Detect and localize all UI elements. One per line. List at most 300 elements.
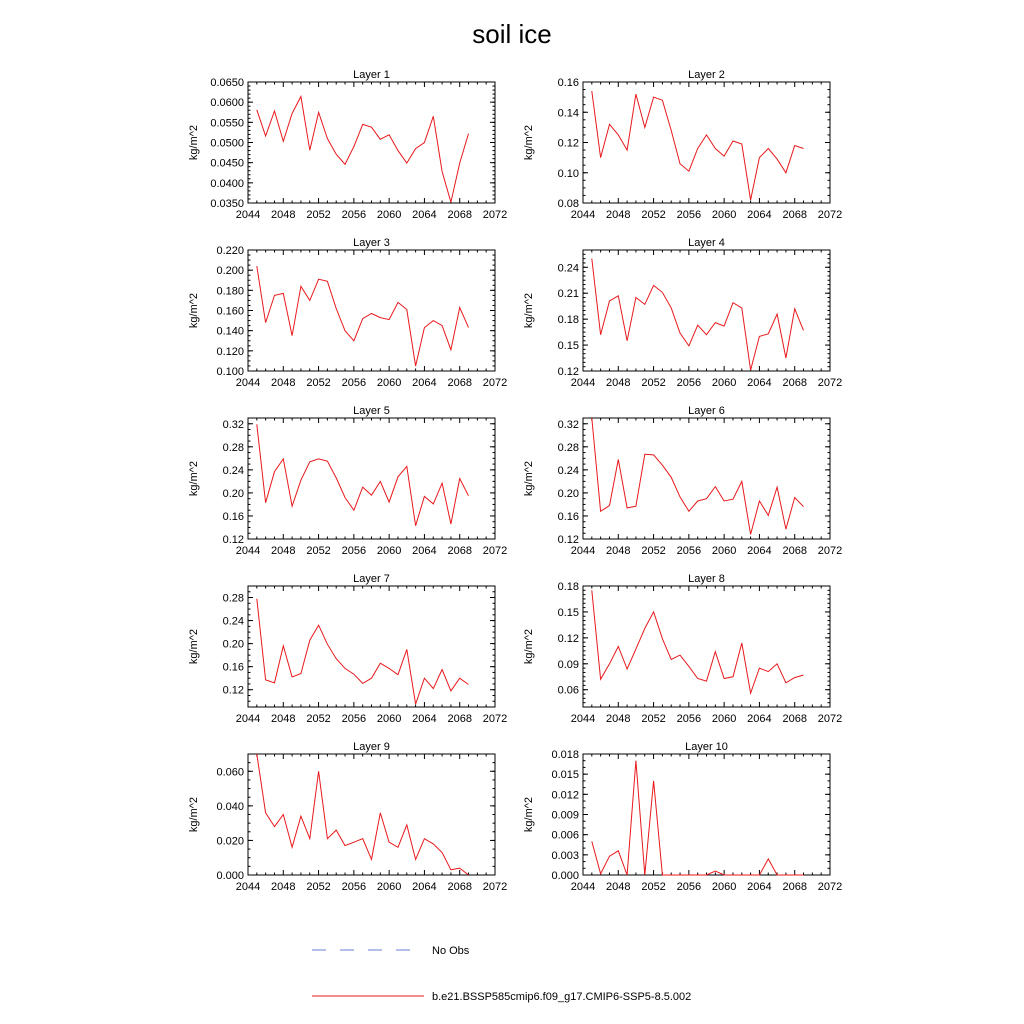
data-point — [389, 842, 390, 843]
y-tick-label: 0.16 — [557, 510, 579, 523]
data-point — [274, 826, 275, 827]
data-point — [591, 590, 592, 591]
data-point — [724, 678, 725, 679]
y-tick-label: 0.16 — [222, 510, 244, 523]
y-tick-label: 0.24 — [557, 464, 579, 477]
data-point — [609, 663, 610, 664]
x-tick-label: 2060 — [376, 713, 402, 725]
data-point — [380, 481, 381, 482]
y-tick-label: 0.0500 — [210, 137, 244, 150]
x-tick-label: 2048 — [271, 209, 296, 221]
panel-title: Layer 2 — [688, 69, 725, 81]
data-point — [776, 874, 777, 875]
data-point — [662, 465, 663, 466]
x-tick-label: 2044 — [235, 545, 261, 557]
data-point — [688, 666, 689, 667]
data-point — [265, 502, 266, 503]
data-point — [380, 812, 381, 813]
data-point — [697, 148, 698, 149]
x-tick-label: 2060 — [711, 545, 737, 557]
data-point — [336, 154, 337, 155]
y-tick-label: 0.20 — [222, 487, 244, 500]
data-point — [600, 334, 601, 335]
x-tick-label: 2052 — [641, 209, 666, 221]
data-point — [300, 286, 301, 287]
y-tick-label: 0.200 — [216, 265, 244, 278]
x-tick-label: 2068 — [447, 881, 472, 893]
data-point — [327, 138, 328, 139]
series-line — [592, 590, 804, 693]
data-point — [776, 663, 777, 664]
y-tick-label: 0.08 — [557, 198, 579, 210]
data-point — [309, 150, 310, 151]
data-point — [768, 333, 769, 334]
data-point — [627, 507, 628, 508]
data-point — [627, 340, 628, 341]
data-point — [362, 124, 363, 125]
y-tick-label: 0.220 — [216, 245, 244, 257]
x-tick-label: 2048 — [606, 209, 631, 221]
y-tick-label: 0.15 — [557, 340, 579, 353]
data-point — [459, 162, 460, 163]
data-point — [600, 873, 601, 874]
y-tick-label: 0.10 — [557, 167, 579, 180]
data-point — [309, 300, 310, 301]
data-point — [371, 678, 372, 679]
data-point — [741, 874, 742, 875]
plot-frame — [248, 586, 495, 707]
x-tick-label: 2068 — [782, 377, 807, 389]
x-tick-label: 2060 — [711, 881, 737, 893]
panel-title: Layer 7 — [353, 573, 390, 585]
y-tick-label: 0.24 — [222, 615, 244, 628]
data-point — [644, 874, 645, 875]
y-axis-label: kg/m^2 — [188, 124, 200, 161]
x-tick-label: 2048 — [271, 377, 296, 389]
data-point — [292, 676, 293, 677]
data-point — [380, 663, 381, 664]
data-point — [327, 644, 328, 645]
data-point — [327, 461, 328, 462]
x-tick-label: 2072 — [482, 881, 508, 893]
data-point — [776, 487, 777, 488]
data-point — [292, 847, 293, 848]
data-point — [441, 325, 442, 326]
x-tick-label: 2064 — [747, 881, 772, 893]
data-point — [653, 285, 654, 286]
data-point — [433, 503, 434, 504]
data-point — [679, 332, 680, 333]
data-point — [353, 510, 354, 511]
data-point — [450, 869, 451, 870]
panel-layer-10 — [523, 741, 842, 893]
data-point — [344, 668, 345, 669]
data-point — [459, 678, 460, 679]
x-tick-label: 2068 — [782, 881, 807, 893]
data-point — [433, 320, 434, 321]
y-tick-label: 0.28 — [222, 592, 244, 605]
data-point — [750, 693, 751, 694]
plot-frame — [248, 82, 495, 203]
y-tick-label: 0.28 — [222, 441, 244, 454]
data-point — [715, 651, 716, 652]
data-point — [671, 874, 672, 875]
x-tick-label: 2060 — [376, 881, 402, 893]
data-point — [768, 671, 769, 672]
data-point — [336, 308, 337, 309]
data-point — [468, 495, 469, 496]
data-point — [433, 116, 434, 117]
series-line — [592, 761, 804, 875]
data-point — [450, 202, 451, 203]
x-tick-label: 2056 — [341, 713, 367, 725]
data-point — [724, 874, 725, 875]
y-tick-label: 0.120 — [216, 345, 244, 358]
data-point — [706, 498, 707, 499]
data-point — [750, 370, 751, 371]
data-point — [653, 611, 654, 612]
data-point — [750, 199, 751, 200]
data-point — [750, 874, 751, 875]
plot-frame — [583, 418, 830, 539]
data-point — [732, 874, 733, 875]
data-point — [635, 297, 636, 298]
data-point — [776, 159, 777, 160]
data-point — [679, 655, 680, 656]
data-point — [424, 496, 425, 497]
panel-layer-5 — [188, 405, 507, 557]
series-line — [257, 266, 469, 366]
data-point — [397, 302, 398, 303]
y-tick-label: 0.12 — [222, 684, 244, 697]
y-tick-label: 0.12 — [557, 366, 579, 378]
data-point — [327, 281, 328, 282]
data-point — [803, 874, 804, 875]
data-point — [679, 496, 680, 497]
x-tick-label: 2060 — [711, 377, 737, 389]
data-point — [433, 688, 434, 689]
x-tick-label: 2064 — [412, 377, 437, 389]
data-point — [803, 674, 804, 675]
data-point — [741, 642, 742, 643]
plot-frame — [583, 250, 830, 371]
data-point — [336, 658, 337, 659]
x-tick-label: 2044 — [570, 209, 596, 221]
data-point — [380, 139, 381, 140]
y-axis-label: kg/m^2 — [523, 796, 535, 833]
data-point — [785, 357, 786, 358]
data-point — [406, 466, 407, 467]
x-tick-label: 2072 — [482, 545, 508, 557]
data-point — [283, 141, 284, 142]
x-tick-label: 2056 — [341, 545, 367, 557]
data-point — [732, 676, 733, 677]
y-tick-label: 0.20 — [222, 638, 244, 651]
x-tick-label: 2064 — [412, 545, 437, 557]
data-point — [300, 816, 301, 817]
x-tick-label: 2052 — [641, 881, 666, 893]
data-point — [415, 859, 416, 860]
data-point — [662, 100, 663, 101]
x-tick-label: 2060 — [376, 545, 402, 557]
data-point — [362, 487, 363, 488]
panel-layer-4 — [523, 237, 842, 389]
data-point — [591, 258, 592, 259]
data-point — [803, 330, 804, 331]
data-point — [309, 838, 310, 839]
data-point — [265, 812, 266, 813]
y-axis-label: kg/m^2 — [188, 796, 200, 833]
data-point — [424, 142, 425, 143]
data-point — [706, 680, 707, 681]
data-point — [344, 164, 345, 165]
data-point — [759, 874, 760, 875]
data-point — [794, 308, 795, 309]
data-point — [397, 476, 398, 477]
x-tick-label: 2064 — [747, 713, 772, 725]
data-point — [397, 674, 398, 675]
panel-title: Layer 10 — [685, 741, 728, 753]
data-point — [785, 874, 786, 875]
data-point — [697, 678, 698, 679]
data-point — [256, 598, 257, 599]
y-tick-label: 0.009 — [551, 809, 579, 822]
legend-obs-label: No Obs — [432, 945, 470, 957]
y-tick-label: 0.140 — [216, 325, 244, 338]
data-point — [406, 309, 407, 310]
data-point — [618, 850, 619, 851]
x-tick-label: 2044 — [570, 881, 596, 893]
x-tick-label: 2044 — [570, 713, 596, 725]
panel-layer-1 — [188, 69, 507, 221]
x-tick-label: 2044 — [570, 545, 596, 557]
data-point — [741, 481, 742, 482]
data-point — [309, 461, 310, 462]
data-point — [459, 478, 460, 479]
panel-title: Layer 6 — [688, 405, 725, 417]
data-point — [424, 678, 425, 679]
data-point — [415, 704, 416, 705]
data-point — [274, 682, 275, 683]
data-point — [732, 302, 733, 303]
y-tick-label: 0.0650 — [210, 77, 244, 89]
data-point — [759, 336, 760, 337]
y-tick-label: 0.012 — [551, 789, 579, 802]
data-point — [627, 149, 628, 150]
data-point — [785, 529, 786, 530]
plot-frame — [583, 82, 830, 203]
plot-frame — [248, 418, 495, 539]
x-tick-label: 2064 — [412, 881, 437, 893]
series-line — [257, 424, 469, 525]
data-point — [591, 417, 592, 418]
x-tick-label: 2068 — [447, 713, 472, 725]
x-tick-label: 2072 — [817, 545, 843, 557]
data-point — [371, 495, 372, 496]
data-point — [688, 171, 689, 172]
plot-frame — [248, 250, 495, 371]
data-point — [450, 349, 451, 350]
data-point — [635, 648, 636, 649]
x-tick-label: 2072 — [482, 713, 508, 725]
data-point — [653, 97, 654, 98]
data-point — [600, 157, 601, 158]
y-tick-label: 0.24 — [222, 464, 244, 477]
x-tick-label: 2052 — [306, 881, 331, 893]
panel-title: Layer 1 — [353, 69, 390, 81]
panel-title: Layer 3 — [353, 237, 390, 249]
data-point — [679, 874, 680, 875]
x-tick-label: 2072 — [482, 209, 508, 221]
x-tick-label: 2056 — [676, 881, 702, 893]
data-point — [706, 874, 707, 875]
y-tick-label: 0.000 — [216, 870, 244, 882]
data-point — [803, 506, 804, 507]
y-tick-label: 0.100 — [216, 366, 244, 378]
data-point — [318, 625, 319, 626]
data-point — [794, 497, 795, 498]
data-point — [265, 135, 266, 136]
data-point — [441, 171, 442, 172]
data-point — [635, 760, 636, 761]
data-point — [389, 668, 390, 669]
data-point — [688, 345, 689, 346]
data-point — [283, 293, 284, 294]
data-point — [274, 295, 275, 296]
y-tick-label: 0.0400 — [210, 177, 244, 190]
data-point — [715, 322, 716, 323]
data-point — [785, 172, 786, 173]
data-point — [318, 771, 319, 772]
y-axis-label: kg/m^2 — [523, 292, 535, 329]
data-point — [688, 511, 689, 512]
x-tick-label: 2048 — [271, 881, 296, 893]
data-point — [591, 841, 592, 842]
data-point — [732, 499, 733, 500]
y-axis-label: kg/m^2 — [523, 460, 535, 497]
data-point — [283, 458, 284, 459]
data-point — [283, 645, 284, 646]
y-axis-label: kg/m^2 — [188, 292, 200, 329]
x-tick-label: 2052 — [641, 713, 666, 725]
x-tick-label: 2064 — [747, 377, 772, 389]
data-point — [653, 780, 654, 781]
data-point — [679, 163, 680, 164]
data-point — [794, 677, 795, 678]
data-point — [265, 322, 266, 323]
data-point — [759, 500, 760, 501]
data-point — [415, 365, 416, 366]
x-tick-label: 2052 — [306, 377, 331, 389]
data-point — [441, 483, 442, 484]
panel-layer-2 — [523, 69, 842, 221]
x-tick-label: 2056 — [341, 881, 367, 893]
data-point — [697, 325, 698, 326]
data-point — [309, 640, 310, 641]
data-point — [671, 307, 672, 308]
data-point — [433, 843, 434, 844]
data-point — [353, 340, 354, 341]
data-point — [459, 867, 460, 868]
data-point — [371, 859, 372, 860]
data-point — [635, 506, 636, 507]
data-point — [450, 690, 451, 691]
figure-title: soil ice — [472, 19, 552, 49]
x-tick-label: 2056 — [676, 713, 702, 725]
data-point — [697, 500, 698, 501]
y-tick-label: 0.12 — [222, 534, 244, 546]
series-line — [592, 91, 804, 200]
data-point — [397, 150, 398, 151]
y-tick-label: 0.09 — [557, 658, 579, 671]
panel-layer-6 — [523, 405, 842, 557]
plot-frame — [583, 586, 830, 707]
y-tick-label: 0.18 — [557, 581, 579, 593]
y-tick-label: 0.0550 — [210, 117, 244, 130]
y-tick-label: 0.24 — [557, 262, 579, 275]
data-point — [759, 668, 760, 669]
x-tick-label: 2068 — [782, 713, 807, 725]
y-tick-label: 0.020 — [216, 835, 244, 848]
data-point — [715, 148, 716, 149]
data-point — [644, 127, 645, 128]
data-point — [600, 511, 601, 512]
data-point — [803, 148, 804, 149]
series-line — [257, 754, 469, 875]
x-tick-label: 2072 — [817, 209, 843, 221]
y-tick-label: 0.14 — [557, 107, 579, 120]
y-tick-label: 0.32 — [222, 418, 244, 431]
data-point — [750, 534, 751, 535]
y-tick-label: 0.160 — [216, 305, 244, 318]
data-point — [450, 523, 451, 524]
data-point — [300, 480, 301, 481]
data-point — [389, 134, 390, 135]
y-tick-label: 0.16 — [557, 77, 579, 89]
data-point — [256, 266, 257, 267]
data-point — [741, 143, 742, 144]
data-point — [424, 838, 425, 839]
y-tick-label: 0.006 — [551, 829, 579, 842]
data-point — [724, 500, 725, 501]
panel-title: Layer 8 — [688, 573, 725, 585]
panel-layer-8 — [523, 573, 842, 725]
data-point — [371, 127, 372, 128]
panel-title: Layer 4 — [688, 237, 725, 249]
data-point — [371, 313, 372, 314]
x-tick-label: 2064 — [747, 209, 772, 221]
data-point — [618, 134, 619, 135]
data-point — [644, 454, 645, 455]
data-point — [627, 874, 628, 875]
x-tick-label: 2048 — [606, 881, 631, 893]
x-tick-label: 2056 — [676, 545, 702, 557]
y-tick-label: 0.16 — [222, 661, 244, 674]
data-point — [318, 112, 319, 113]
x-tick-label: 2044 — [235, 881, 261, 893]
y-tick-label: 0.28 — [557, 441, 579, 454]
y-tick-label: 0.20 — [557, 487, 579, 500]
y-tick-label: 0.12 — [557, 632, 579, 645]
data-point — [591, 90, 592, 91]
data-point — [344, 845, 345, 846]
x-tick-label: 2072 — [817, 713, 843, 725]
data-point — [336, 829, 337, 830]
data-point — [406, 824, 407, 825]
y-tick-label: 0.015 — [551, 769, 579, 782]
y-tick-label: 0.180 — [216, 285, 244, 298]
data-point — [706, 334, 707, 335]
